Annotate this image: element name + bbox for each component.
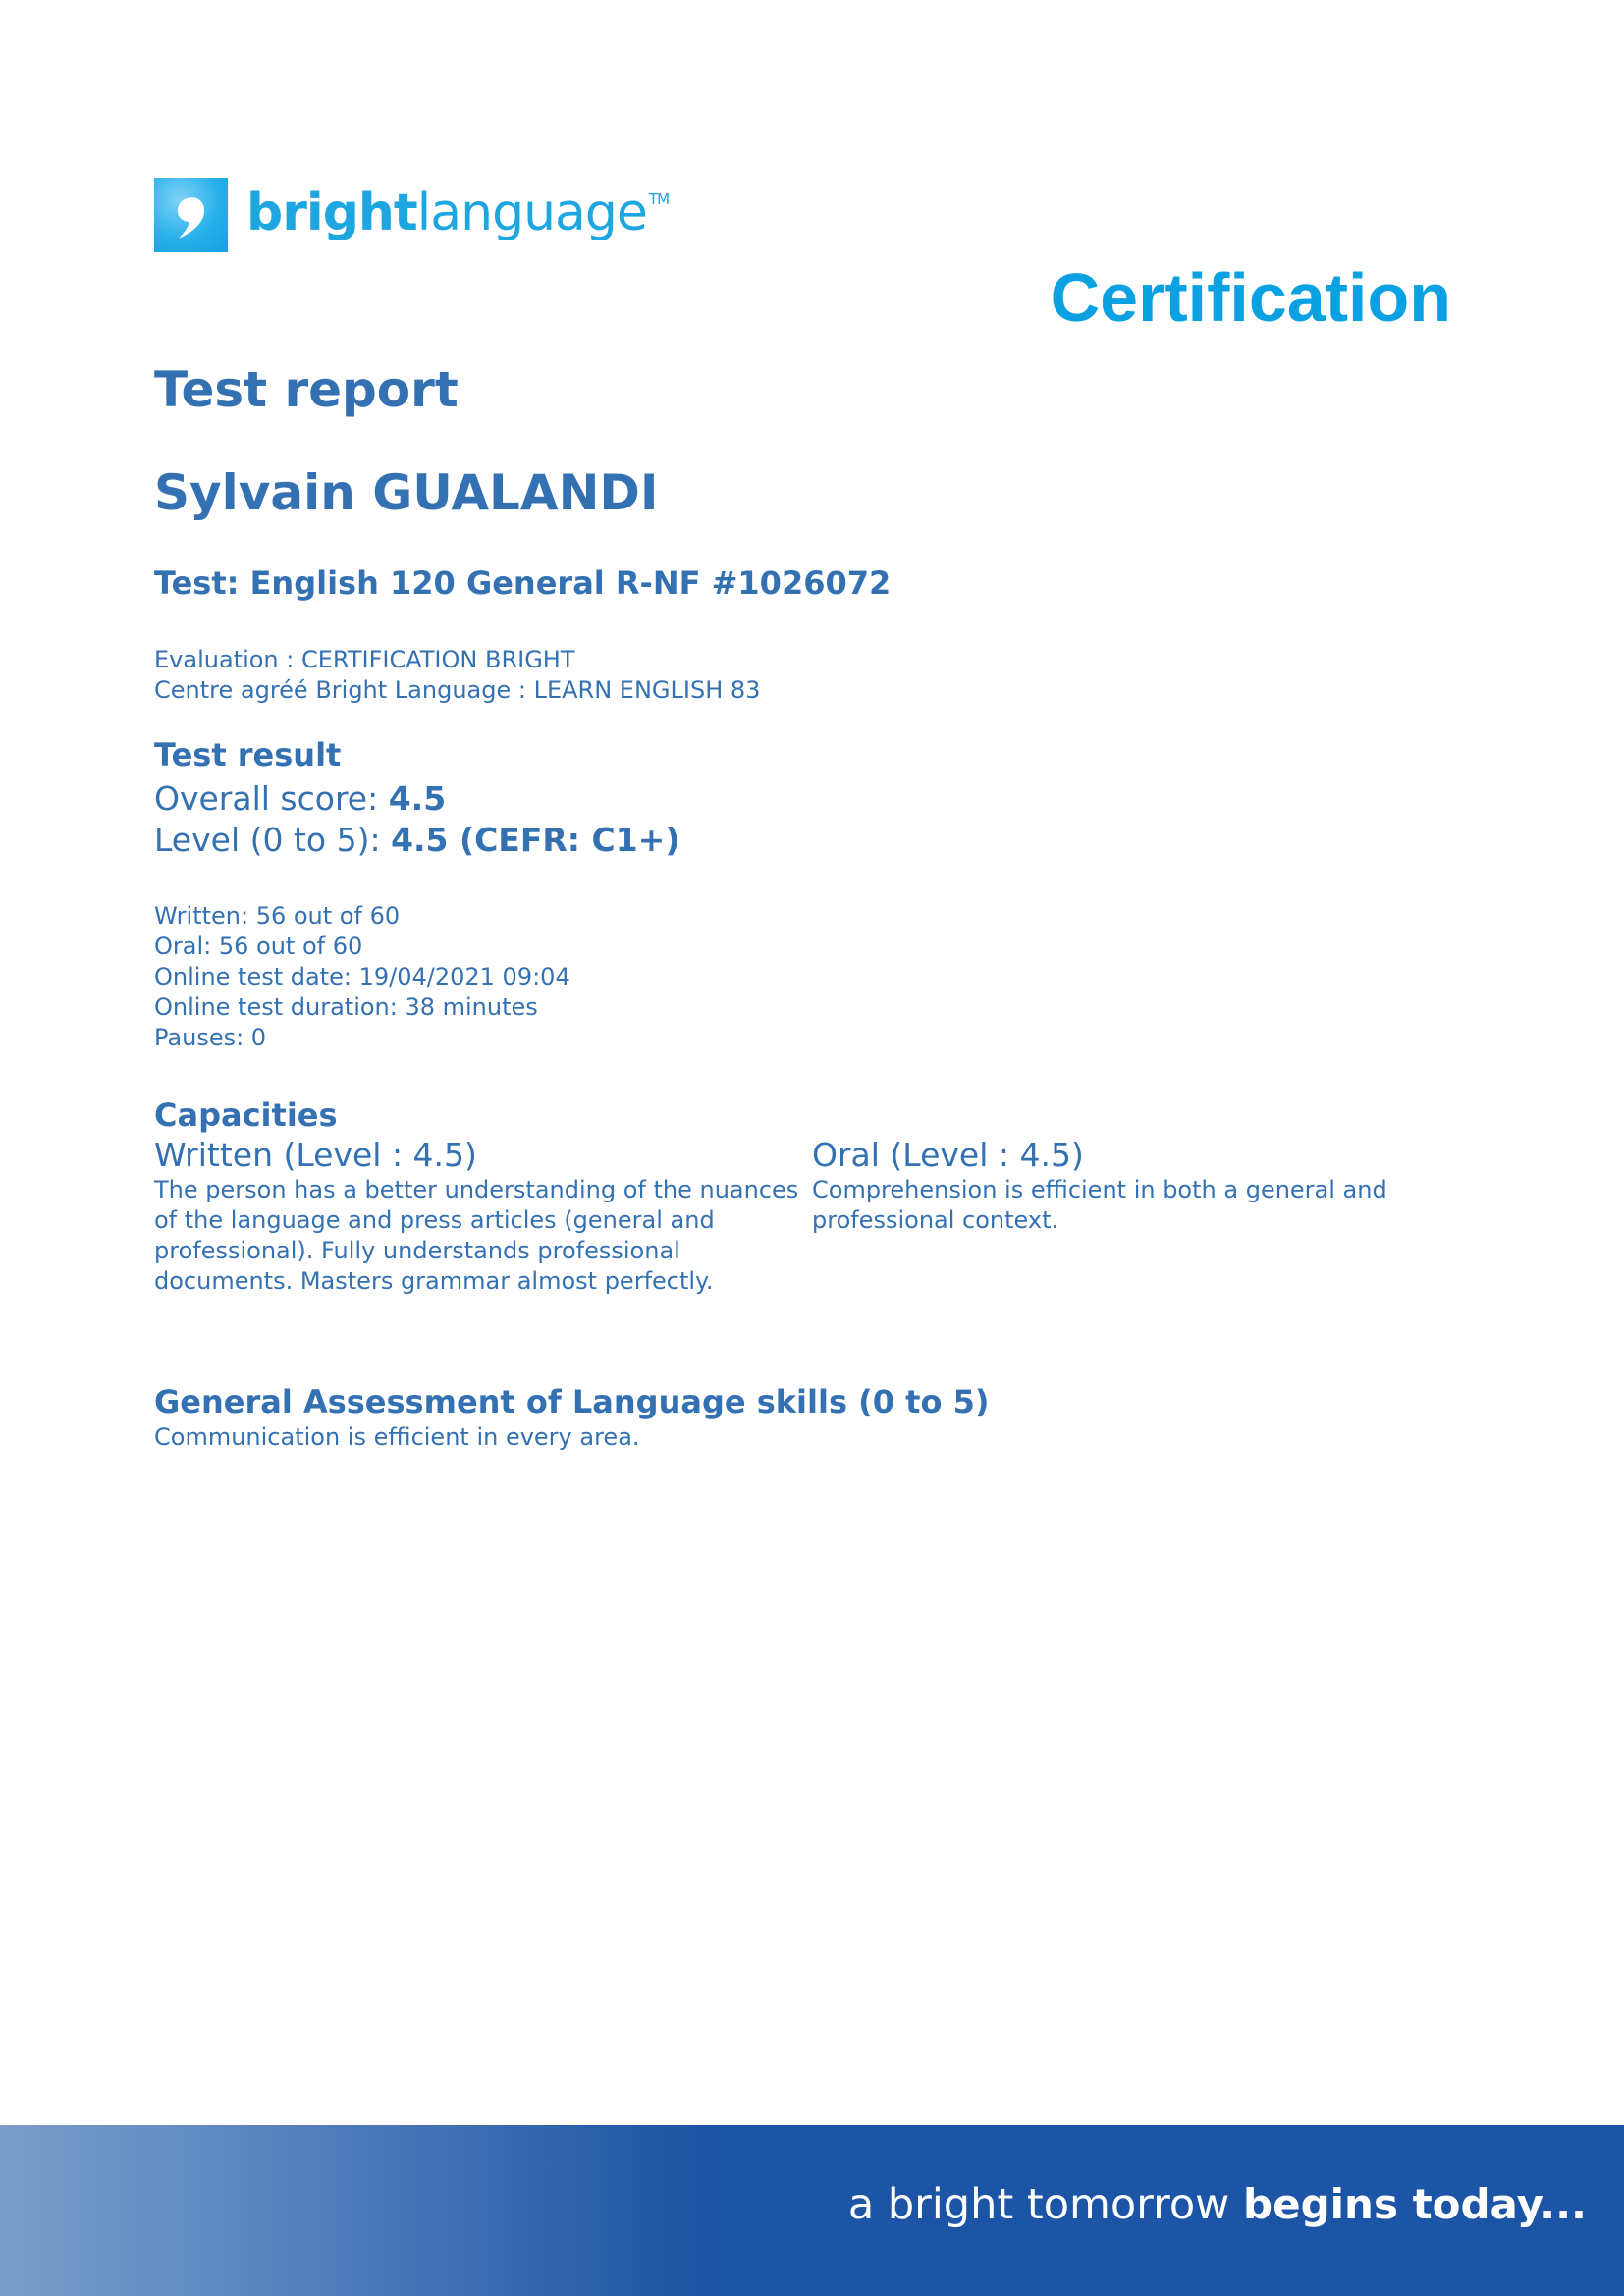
oral-capacity — [812, 1136, 1460, 1236]
test-duration: Online test duration: 38 minutes — [154, 993, 538, 1021]
overall-score-value: 4.5 — [388, 779, 447, 818]
centre-line: Centre agréé Bright Language : LEARN ENGLISH 83 — [154, 676, 761, 704]
comma-logo-icon — [154, 178, 228, 252]
general-assessment-text: Communication is efficient in every area. — [154, 1423, 640, 1451]
bright-language-logo — [154, 178, 669, 252]
test-result-heading: Test result — [154, 736, 342, 774]
overall-score — [154, 779, 447, 818]
capacities-heading: Capacities — [154, 1096, 338, 1134]
overall-score-label: Overall score: — [154, 779, 389, 818]
written-capacity-text: The person has a better understanding of the nuances of the language and press articles (general and professional). Fully understands professional documents. Masters grammar almost perfectly. — [154, 1176, 799, 1295]
certification-heading: Certification — [1050, 259, 1451, 336]
general-assessment-heading: General Assessment of Language skills (0 to 5) — [154, 1383, 990, 1420]
tagline-regular: a bright tomorrow — [847, 2180, 1244, 2229]
level-label: Level (0 to 5): — [154, 821, 392, 859]
written-capacity-heading: Written (Level : 4.5) — [154, 1136, 477, 1174]
evaluation-line: Evaluation : CERTIFICATION BRIGHT — [154, 646, 575, 673]
level-score — [154, 821, 680, 859]
pauses: Pauses: 0 — [154, 1024, 267, 1051]
level-value: 4.5 (CEFR: C1+) — [391, 821, 680, 859]
oral-capacity-text: Comprehension is efficient in both a general and professional context. — [812, 1176, 1387, 1234]
test-date: Online test date: 19/04/2021 09:04 — [154, 963, 570, 990]
written-score: Written: 56 out of 60 — [154, 902, 401, 930]
footer-banner — [0, 2125, 1624, 2296]
logo-light-text: language — [416, 184, 647, 242]
tagline-bold: begins today... — [1243, 2180, 1587, 2228]
test-label: Test: English 120 General R-NF #1026072 — [154, 564, 892, 602]
evaluation-info — [154, 645, 760, 706]
page-title: Test report — [154, 361, 459, 418]
logo-bold-text: bright — [246, 184, 417, 242]
tagline — [847, 2180, 1587, 2229]
logo-wordmark — [246, 184, 670, 242]
trademark-mark: TM — [648, 190, 670, 208]
candidate-name: Sylvain GUALANDI — [154, 464, 659, 521]
result-details — [154, 901, 570, 1053]
oral-score: Oral: 56 out of 60 — [154, 933, 363, 960]
written-capacity — [154, 1136, 802, 1297]
oral-capacity-heading: Oral (Level : 4.5) — [812, 1136, 1084, 1174]
